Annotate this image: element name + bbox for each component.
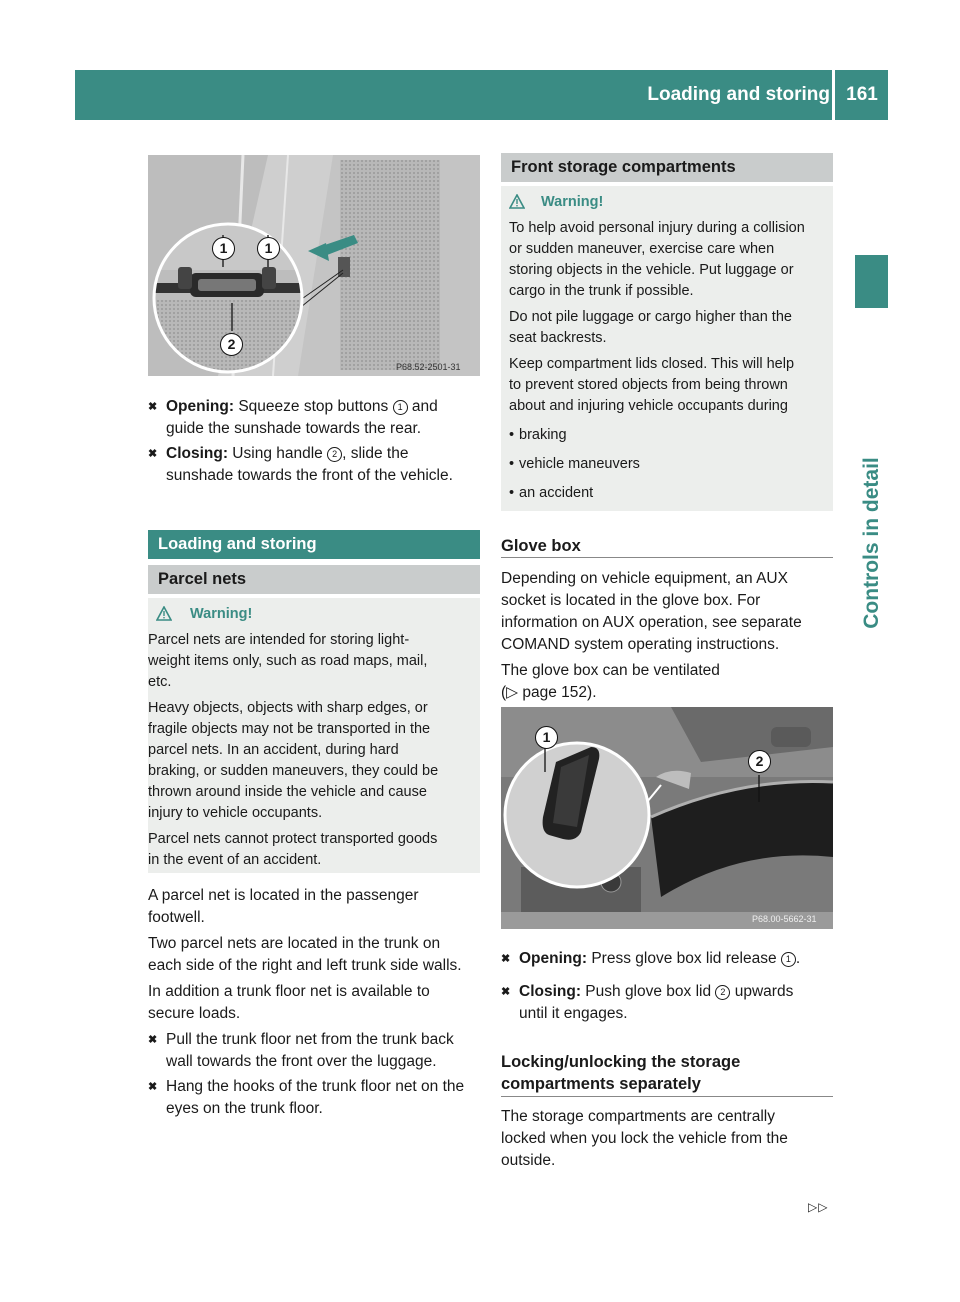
- arrow-step-icon: ✖: [148, 1081, 158, 1093]
- step-glove-closing: ✖ Closing: Push glove box lid 2 upwards until it engages.: [501, 983, 794, 1022]
- callout-2: 2: [220, 333, 243, 356]
- bullet-item: • braking: [509, 427, 567, 443]
- sunshade-figure: [148, 155, 480, 376]
- chapter-tab-label: Controls in detail: [859, 457, 883, 629]
- warning-text: Parcel nets are intended for storing light- weight items only, such as road maps, mail, etc. Heavy objects, objects with sharp edges, or fragile objects may not be transported in the parcel nets. In an accident, during hard braking, or sudden maneuvers, they could be thrown around inside the vehicle and cause injury to vehicle occupants. Parcel nets cannot protect transported goods in the event of an accident.: [148, 632, 439, 868]
- callout-1: 1: [535, 726, 558, 749]
- heading-rule: [501, 1096, 833, 1097]
- continue-arrows-icon: ▷▷: [808, 1200, 829, 1214]
- figure-code: P68.00-5662-31: [752, 914, 817, 924]
- ref-callout-2: 2: [715, 985, 730, 1000]
- callout-1-right: 1: [257, 237, 280, 260]
- heading-rule: [501, 557, 833, 558]
- step-hang-hooks: ✖ Hang the hooks of the trunk floor net on the eyes on the trunk floor.: [148, 1078, 465, 1117]
- page-number: 161: [846, 84, 878, 105]
- arrow-step-icon: ✖: [148, 1034, 158, 1046]
- arrow-step-icon: ✖: [501, 986, 511, 998]
- front-storage-warning-box: [501, 186, 833, 511]
- section-heading: Loading and storing: [148, 530, 480, 559]
- arrow-step-icon: ✖: [148, 448, 158, 460]
- bullet-item: • an accident: [509, 485, 594, 501]
- warning-title: Warning!: [541, 194, 604, 210]
- callout-2: 2: [748, 750, 771, 773]
- bullet-item: • vehicle maneuvers: [509, 456, 640, 472]
- figure-code: P68.52-2501-31: [396, 362, 461, 372]
- arrow-step-icon: ✖: [148, 401, 158, 413]
- warning-text: To help avoid personal injury during a collision or sudden maneuver, exercise care when storing objects in the vehicle. Put luggage or cargo in the trunk if possible. Do not pile luggage or cargo higher than the seat backrests. Keep compartment lids closed. This will help to prevent stored objects from being thrown about and injuring vehicle occupants during • braking • vehicle maneuvers • an accident: [509, 218, 833, 504]
- ref-callout-1: 1: [393, 400, 408, 415]
- locking-heading: Locking/unlocking the storage compartments separately: [501, 1053, 741, 1093]
- step-opening: ✖ Opening: Squeeze stop buttons 1 and guide the sunshade towards the rear.: [148, 398, 438, 437]
- subsection-heading: Parcel nets: [148, 565, 480, 594]
- arrow-step-icon: ✖: [501, 953, 511, 965]
- header-divider: [832, 70, 835, 120]
- glove-box-text: Depending on vehicle equipment, an AUX socket is located in the glove box. For information on AUX operation, see separate COMAND system operating instructions. The glove box can be ventilated (▷ page 152).: [501, 570, 802, 701]
- front-storage-heading: Front storage compartments: [501, 153, 833, 182]
- warning-triangle-icon: [156, 606, 172, 622]
- callout-1-left: 1: [212, 237, 235, 260]
- ref-callout-2: 2: [327, 447, 342, 462]
- section-title: Loading and storing: [647, 84, 830, 105]
- step-pull-net: ✖ Pull the trunk floor net from the trunk back wall towards the front over the luggage.: [148, 1031, 454, 1070]
- glove-box-heading: Glove box: [501, 537, 581, 555]
- parcel-warning-box: [148, 598, 480, 873]
- locking-text: The storage compartments are centrally locked when you lock the vehicle from the outside.: [501, 1108, 788, 1169]
- ref-callout-1: 1: [781, 952, 796, 967]
- warning-triangle-icon: [509, 194, 525, 210]
- step-glove-opening: ✖ Opening: Press glove box lid release 1 .: [501, 948, 841, 970]
- parcel-text: A parcel net is located in the passenger footwell. Two parcel nets are located in the trunk on each side of the right and left trunk side walls. In addition a trunk floor net is available to secure loads.: [148, 887, 462, 1022]
- chapter-tab: [855, 255, 888, 308]
- step-closing: ✖ Closing: Using handle 2 , slide the sunshade towards the front of the vehicle.: [148, 445, 453, 484]
- warning-title: Warning!: [190, 606, 253, 622]
